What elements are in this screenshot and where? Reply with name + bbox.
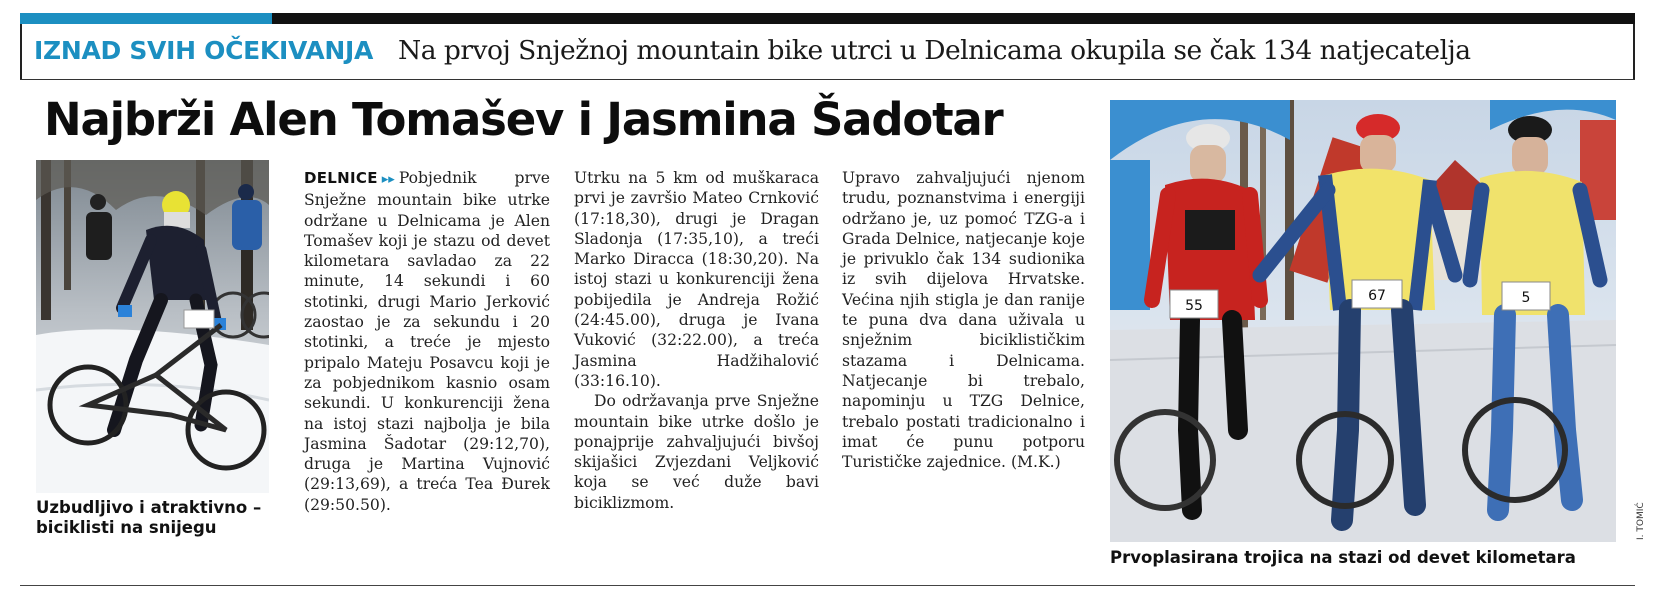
article-column-1 bbox=[304, 168, 550, 515]
headline: Najbrži Alen Tomašev i Jasmina Šadotar bbox=[44, 93, 1003, 146]
article-column-3 bbox=[842, 168, 1085, 472]
article-paragraph-results-5km: Utrku na 5 km od muškaraca prvi je završio Mateo Crnković (17:18,30), drugi je Dragan Sladonja (17:35,10), a treći Marko Diracca (18:30,20). Na istoj stazi u konkurenciji žena pobijedila je Andreja Rožić (24:45.00), druga je Ivana Vuković (32:22.00), a treća Jasmina Hadžihalović (33:16.10). bbox=[574, 169, 819, 390]
article-paragraph-organizer: Do održavanja prve Snježne mountain bike utrke došlo je ponajprije zahvaljujući bivšoj skijašici Zvjezdani Veljković koja se već duže bavi biciklizmom. bbox=[574, 392, 819, 512]
photo-cyclists-snow bbox=[36, 160, 269, 493]
bottom-rule bbox=[20, 585, 1635, 586]
photo-left-caption-line2: biciklisti na snijegu bbox=[36, 518, 217, 537]
article-lead-paragraph: Pobjednik prve Snježne mountain bike utrke održane u Delnicama je Alen Tomašev koji je stazu od devet kilometara savladao za 22 minute, 14 sekundi i 60 stotinki, drugi Mario Jerković zaostao je za sekundu i 20 stotinki, a treće je mjesto pripalo Mateju Posavcu koji je za pobjednikom kasnio osam sekundi. U konkurenciji žena na istoj stazi najbolja je bila Jasmina Šadotar (29:12,70), druga je Martina Vujnović (29:13,69), a treća Tea Đurek (29:50.50). bbox=[304, 169, 550, 514]
article-column-2 bbox=[574, 168, 819, 513]
bib-number-right: 5 bbox=[1521, 290, 1531, 306]
kicker-frame-left bbox=[20, 24, 22, 80]
kicker-tag: IZNAD SVIH OČEKIVANJA bbox=[34, 36, 374, 65]
dateline: DELNICE bbox=[304, 169, 378, 187]
dateline-arrow-icon: ▸▸ bbox=[381, 172, 395, 187]
kicker-subheadline: Na prvoj Snježnoj mountain bike utrci u Delnicama okupila se čak 134 natjecatelja bbox=[398, 35, 1471, 66]
kicker-divider bbox=[20, 79, 1635, 80]
top-rule-accent bbox=[20, 13, 272, 24]
bib-number-left: 55 bbox=[1185, 298, 1203, 314]
photo-top-three-riders bbox=[1110, 100, 1616, 542]
photo-credit: I. TOMIĆ bbox=[1636, 502, 1646, 540]
kicker-frame-right bbox=[1633, 24, 1635, 80]
photo-left-caption-line1: Uzbudljivo i atraktivno – bbox=[36, 498, 262, 517]
bib-number-center: 67 bbox=[1368, 288, 1386, 304]
article-paragraph-closing: Upravo zahvaljujući njenom trudu, poznanstvima i energiji održano je, uz pomoć TZG-a i Grada Delnice, natjecanje koje je privuklo čak 134 sudionika iz svih dijelova Hrvatske. Većina njih stigla je dan ranije te puna dva dana uživala u snježnim biciklističkim stazama i Delnicama. Natjecanje bi trebalo, napominju u TZG Delnice, trebalo postati tradicionalno i imat će punu potporu Turističke zajednice. (M.K.) bbox=[842, 169, 1085, 472]
photo-right-caption: Prvoplasirana trojica na stazi od devet kilometara bbox=[1110, 548, 1576, 567]
photo-left-caption bbox=[36, 498, 276, 538]
